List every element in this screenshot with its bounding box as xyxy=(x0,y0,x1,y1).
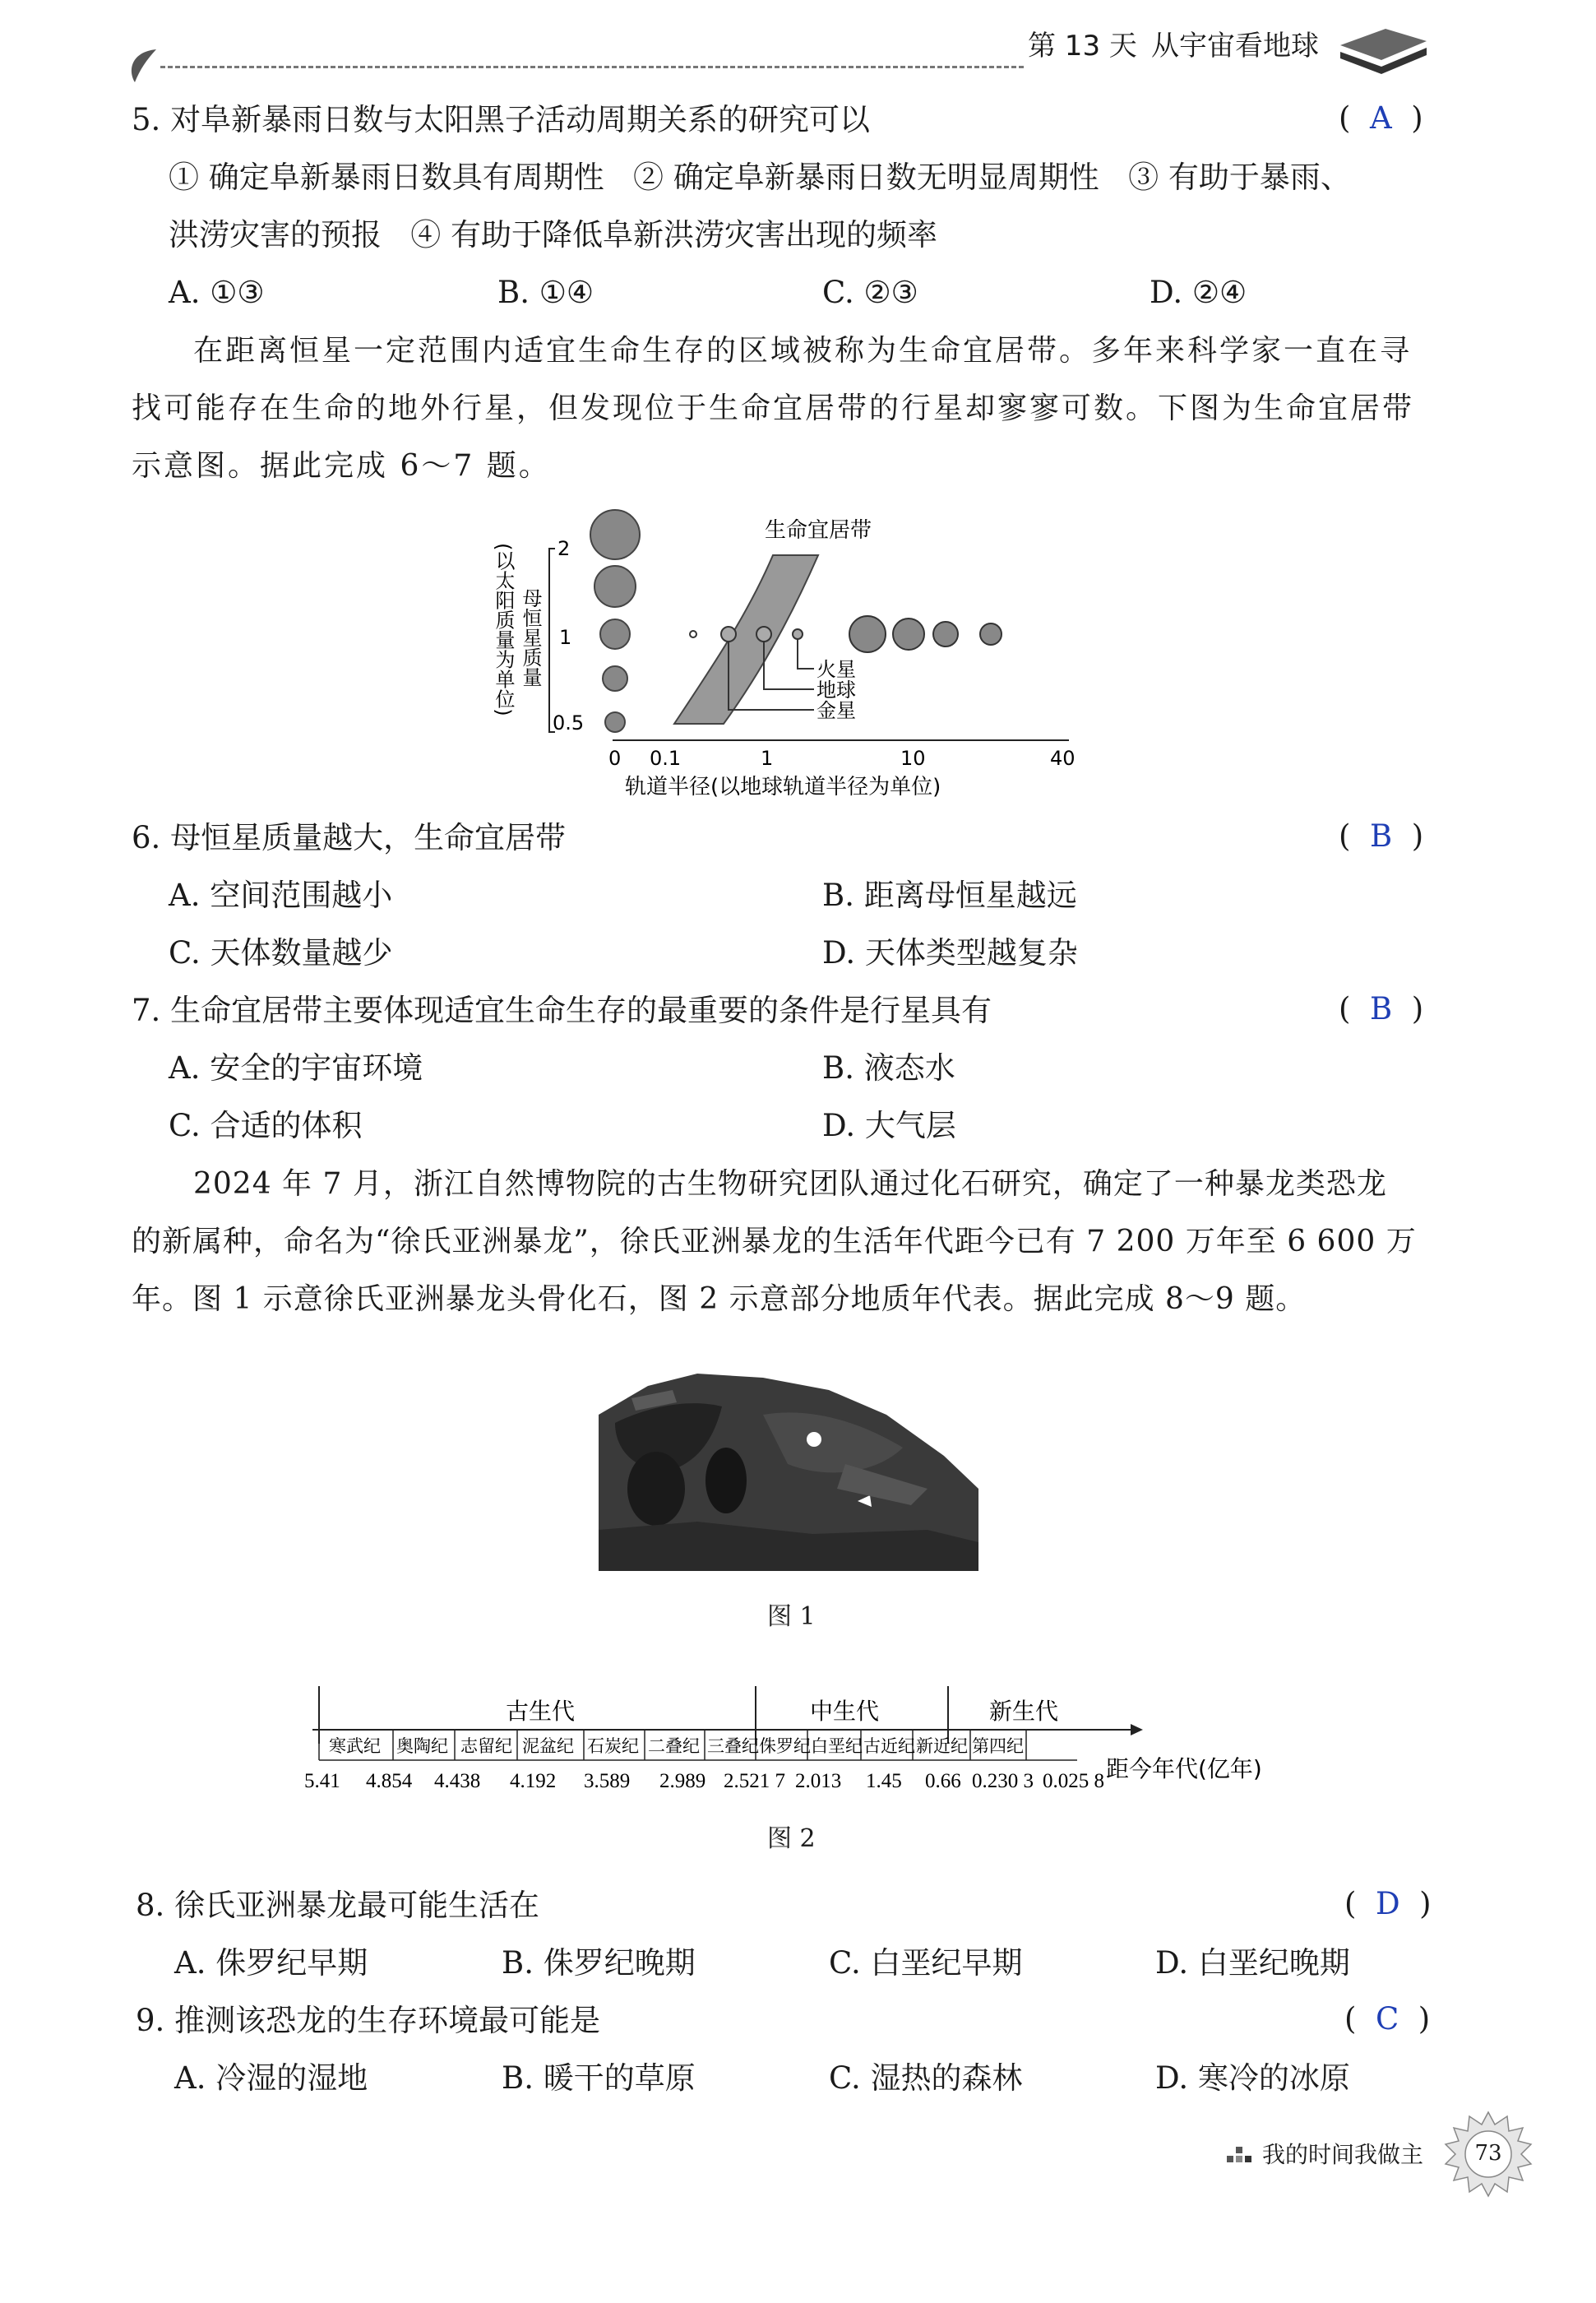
age-5-41: 5.41 xyxy=(304,1770,340,1792)
era-cenozoic: 新生代 xyxy=(989,1698,1059,1725)
q6-answer: B xyxy=(1369,818,1393,854)
passage2-line2: 的新属种，命名为“徐氏亚洲暴龙”，徐氏亚洲暴龙的生活年代距今已有 7 200 万年至 6 600 万 xyxy=(132,1225,1417,1258)
q8-option-a: A. 侏罗纪早期 xyxy=(174,1945,368,1981)
q7-option-b: B. 液态水 xyxy=(822,1050,955,1086)
q5-option-b: B. ①④ xyxy=(497,275,594,310)
age-4-192: 4.192 xyxy=(510,1770,557,1792)
period-ordovician: 奥陶纪 xyxy=(396,1736,448,1756)
planet-mars xyxy=(793,629,803,639)
period-quaternary: 第四纪 xyxy=(972,1736,1024,1756)
header-dashed-rule xyxy=(160,66,1024,68)
age-2-989: 2.989 xyxy=(659,1770,706,1792)
footer-squares-icon xyxy=(1225,2143,1258,2167)
period-devonian: 泥盆纪 xyxy=(522,1736,574,1756)
passage1-line3: 示意图。据此完成 6～7 题。 xyxy=(132,449,551,483)
q8-answer-box: ( D ) xyxy=(1344,1886,1432,1921)
period-permian: 二叠纪 xyxy=(648,1736,700,1756)
y-tick-1: 1 xyxy=(559,626,572,649)
period-cretaceous: 白垩纪 xyxy=(811,1736,863,1756)
q7-answer: B xyxy=(1369,991,1393,1026)
age-2-013: 2.013 xyxy=(795,1770,842,1792)
q9-option-a: A. 冷湿的湿地 xyxy=(174,2060,368,2096)
q8-option-d: D. 白垩纪晚期 xyxy=(1155,1945,1350,1981)
q7-option-a: A. 安全的宇宙环境 xyxy=(169,1050,423,1086)
q5-option-c: C. ②③ xyxy=(822,275,918,310)
age-4-854: 4.854 xyxy=(366,1770,413,1792)
y-axis-unit: (以太阳质量为单位) xyxy=(492,543,515,716)
period-neogene: 新近纪 xyxy=(916,1736,968,1756)
timeline-axis-label: 距今年代(亿年) xyxy=(1106,1755,1262,1782)
label-earth: 地球 xyxy=(817,679,856,702)
age-2-5217: 2.521 7 xyxy=(724,1770,785,1792)
x-tick-1: 1 xyxy=(761,747,774,770)
q5-option-d: D. ②④ xyxy=(1150,275,1247,310)
q7-stem: 7. 生命宜居带主要体现适宜生命生存的最重要的条件是行星具有 xyxy=(132,993,992,1028)
y-tick-2: 2 xyxy=(557,537,571,560)
planet-neptune xyxy=(980,623,1002,645)
period-paleogene: 古近纪 xyxy=(863,1736,915,1756)
age-0-2303: 0.230 3 xyxy=(972,1770,1034,1792)
fig1-caption: 图 1 xyxy=(767,1602,816,1631)
q7-option-c: C. 合适的体积 xyxy=(169,1108,363,1143)
planet-venus xyxy=(721,627,736,642)
period-silurian: 志留纪 xyxy=(460,1736,512,1756)
q9-answer-box: ( C ) xyxy=(1344,2001,1431,2037)
q6-option-a: A. 空间范围越小 xyxy=(169,878,393,913)
label-venus: 金星 xyxy=(817,699,856,722)
star-circle-1-5 xyxy=(594,566,636,607)
planet-jupiter xyxy=(849,616,886,652)
age-3-589: 3.589 xyxy=(584,1770,631,1792)
star-circle-0-5 xyxy=(605,712,625,732)
star-circle-0-75 xyxy=(603,666,627,691)
q6-option-d: D. 天体类型越复杂 xyxy=(822,935,1078,971)
planet-saturn xyxy=(893,619,924,650)
book-stack-icon xyxy=(1336,21,1431,78)
x-tick-40: 40 xyxy=(1050,747,1076,770)
era-paleozoic: 古生代 xyxy=(506,1698,576,1725)
x-tick-0: 0 xyxy=(608,747,622,770)
q8-option-c: C. 白垩纪早期 xyxy=(829,1945,1023,1981)
y-tick-0-5: 0.5 xyxy=(553,711,585,734)
q9-option-c: C. 湿热的森林 xyxy=(829,2060,1023,2096)
q5-statements-1: ① 确定阜新暴雨日数具有周期性 ② 确定阜新暴雨日数无明显周期性 ③ 有助于暴雨、 xyxy=(169,160,1351,195)
q6-answer-box: ( B ) xyxy=(1339,818,1424,854)
q5-answer-box: ( A ) xyxy=(1339,100,1423,136)
period-jurassic: 侏罗纪 xyxy=(759,1736,811,1756)
skull-fossil-photo xyxy=(599,1365,978,1571)
label-mars: 火星 xyxy=(817,658,856,681)
age-0-66: 0.66 xyxy=(925,1770,961,1792)
q9-option-b: B. 暖干的草原 xyxy=(502,2060,696,2096)
band-label: 生命宜居带 xyxy=(765,518,872,543)
q5-stem: 5. 对阜新暴雨日数与太阳黑子活动周期关系的研究可以 xyxy=(132,102,871,137)
header-day: 第 13 天 xyxy=(1028,30,1137,63)
page-number: 73 xyxy=(1474,2141,1502,2166)
period-cambrian: 寒武纪 xyxy=(329,1736,381,1756)
passage1-line1: 在距离恒星一定范围内适宜生命生存的区域被称为生命宜居带。多年来科学家一直在寻 xyxy=(193,334,1413,368)
passage2-line1: 2024 年 7 月，浙江自然博物院的古生物研究团队通过化石研究，确定了一种暴龙类恐龙 xyxy=(193,1167,1387,1201)
fig2-caption: 图 2 xyxy=(767,1824,816,1853)
planet-uranus xyxy=(933,622,958,646)
period-triassic: 三叠纪 xyxy=(707,1736,759,1756)
q8-stem: 8. 徐氏亚洲暴龙最可能生活在 xyxy=(136,1888,540,1923)
footer-slogan: 我的时间我做主 xyxy=(1262,2141,1424,2168)
period-carboniferous: 石炭纪 xyxy=(587,1736,639,1756)
planet-small xyxy=(690,631,696,637)
passage2-line3: 年。图 1 示意徐氏亚洲暴龙头骨化石，图 2 示意部分地质年代表。据此完成 8～9 题。 xyxy=(132,1282,1307,1316)
star-circle-2 xyxy=(590,510,640,559)
q9-answer: C xyxy=(1375,2001,1399,2037)
age-0-0258: 0.025 8 xyxy=(1043,1770,1104,1792)
q8-answer: D xyxy=(1375,1886,1400,1921)
era-mesozoic: 中生代 xyxy=(810,1698,880,1725)
q6-stem: 6. 母恒星质量越大，生命宜居带 xyxy=(132,820,567,855)
q5-answer: A xyxy=(1369,100,1392,136)
q5-option-a: A. ①③ xyxy=(169,275,265,310)
q7-answer-box: ( B ) xyxy=(1339,991,1424,1026)
header-leaf-icon xyxy=(123,45,164,86)
timeline-svg xyxy=(304,1678,1291,1801)
q8-option-b: B. 侏罗纪晚期 xyxy=(502,1945,696,1981)
x-tick-10: 10 xyxy=(900,747,926,770)
x-tick-0-1: 0.1 xyxy=(650,747,682,770)
q6-option-c: C. 天体数量越少 xyxy=(169,935,393,971)
x-axis-label: 轨道半径(以地球轨道半径为单位) xyxy=(625,775,941,799)
q6-option-b: B. 距离母恒星越远 xyxy=(822,878,1077,913)
habitable-zone-figure xyxy=(477,498,1102,802)
q9-stem: 9. 推测该恐龙的生存环境最可能是 xyxy=(136,2003,601,2038)
header-topic: 从宇宙看地球 xyxy=(1151,30,1319,63)
age-1-45: 1.45 xyxy=(866,1770,902,1792)
q5-statements-2: 洪涝灾害的预报 ④ 有助于降低阜新洪涝灾害出现的频率 xyxy=(169,217,938,253)
q9-option-d: D. 寒冷的冰原 xyxy=(1155,2060,1350,2096)
passage1-line2: 找可能存在生命的地外行星，但发现位于生命宜居带的行星却寥寥可数。下图为生命宜居带 xyxy=(132,392,1415,425)
planet-earth xyxy=(756,627,771,642)
y-axis-label: 母恒星质量 xyxy=(519,588,542,687)
age-4-438: 4.438 xyxy=(434,1770,481,1792)
star-circle-1 xyxy=(600,619,630,649)
q7-option-d: D. 大气层 xyxy=(822,1108,956,1143)
